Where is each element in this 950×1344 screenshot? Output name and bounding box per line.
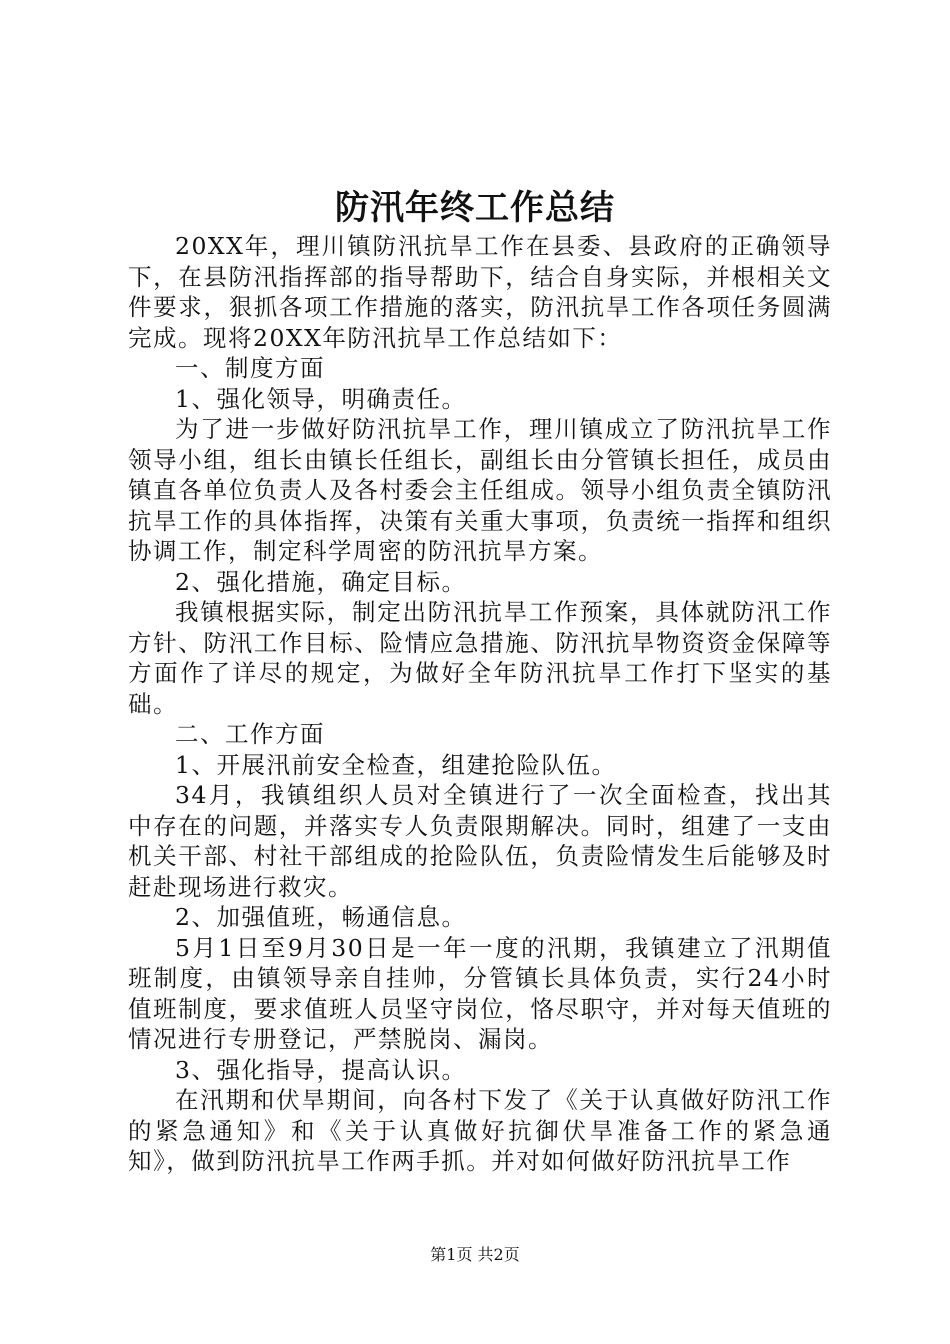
paragraph-guidance: 在汛期和伏旱期间，向各村下发了《关于认真做好防汛工作的紧急通知》和《关于认真做好抗御伏旱准备工作的紧急通知》，做到防汛抗旱工作两手抓。并对如何做好防汛抗旱工作 bbox=[128, 1086, 832, 1175]
document-title: 防汛年终工作总结 bbox=[335, 188, 615, 228]
page-number-footer: 第1页 共2页 bbox=[430, 1245, 520, 1264]
subheading-inspection: 1、开展汛前安全检查，组建抢险队伍。 bbox=[175, 750, 617, 779]
paragraph-leadership: 为了进一步做好防汛抗旱工作，理川镇成立了防汛抗旱工作领导小组，组长由镇长任组长，副组长由分管镇长担任，成员由镇直各单位负责人及各村委会主任组成。领导小组负责全镇防汛抗旱工作的具体指挥，决策有关重大事项，负责统一指挥和组织协调工作，制定科学周密的防汛抗旱方案。 bbox=[128, 415, 832, 565]
subheading-leadership: 1、强化领导，明确责任。 bbox=[175, 384, 467, 413]
section-heading-system: 一、制度方面 bbox=[175, 354, 325, 382]
section-heading-work: 二、工作方面 bbox=[175, 720, 325, 748]
paragraph-measures: 我镇根据实际，制定出防汛抗旱工作预案，具体就防汛工作方针、防汛工作目标、险情应急措施、防汛抗旱物资资金保障等方面作了详尽的规定，为做好全年防汛抗旱工作打下坚实的基础。 bbox=[128, 598, 832, 718]
subheading-duty: 2、加强值班，畅通信息。 bbox=[175, 903, 467, 931]
subheading-measures: 2、强化措施，确定目标。 bbox=[175, 567, 467, 596]
paragraph-intro: 20XX年，理川镇防汛抗旱工作在县委、县政府的正确领导下，在县防汛指挥部的指导帮助下，结合自身实际，并根相关文件要求，狠抓各项工作措施的落实，防汛抗旱工作各项任务圆满完成。现将20XX年防汛抗旱工作总结如下： bbox=[128, 232, 832, 352]
document-body bbox=[128, 231, 832, 1177]
subheading-guidance: 3、强化指导，提高认识。 bbox=[175, 1055, 467, 1084]
paragraph-duty: 5月1日至9月30日是一年一度的汛期，我镇建立了汛期值班制度，由镇领导亲自挂帅，分管镇长具体负责，实行24小时值班制度，要求值班人员坚守岗位，恪尽职守，并对每天值班的情况进行专册登记，严禁脱岗、漏岗。 bbox=[128, 933, 832, 1053]
paragraph-inspection: 34月，我镇组织人员对全镇进行了一次全面检查，找出其中存在的问题，并落实专人负责限期解决。同时，组建了一支由机关干部、村社干部组成的抢险队伍，负责险情发生后能够及时赶赴现场进行救灾。 bbox=[128, 781, 832, 901]
